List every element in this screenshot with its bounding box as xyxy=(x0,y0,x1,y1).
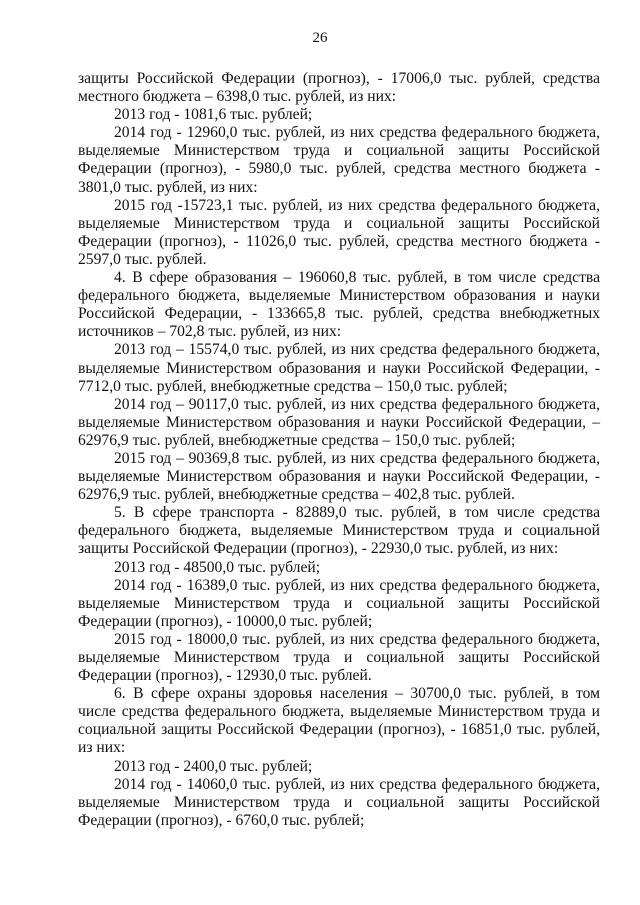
paragraph: 2015 год - 18000,0 тыс. рублей, из них средства федерального бюджета, выделяемые Министерством труда и социальной защиты Российской Федерации (прогноз), - 12930,0 тыс. рублей. xyxy=(78,630,600,685)
paragraph: 2014 год – 90117,0 тыс. рублей, из них средства федерального бюджета, выделяемые Министерством образования и науки Российской Федерации, – 62976,9 тыс. рублей, внебюджетные средства – 150,0 тыс. рублей; xyxy=(78,395,600,449)
paragraph: 2014 год - 12960,0 тыс. рублей, из них средства федерального бюджета, выделяемые Министерством труда и социальной защиты Российской Федерации (прогноз), - 5980,0 тыс. рублей, средства местного бюджета - 3801,0 тыс. рублей, из них: xyxy=(78,124,600,196)
paragraph: 2013 год - 48500,0 тыс. рублей; xyxy=(114,558,321,576)
paragraph: 2013 год - 2400,0 тыс. рублей; xyxy=(114,757,313,775)
paragraph: 5. В сфере транспорта - 82889,0 тыс. рублей, в том числе средства федерального бюджета, выделяемые Министерством труда и социальной защиты Российской Федерации (прогноз), - 22930,0 тыс. рублей, из них: xyxy=(78,504,600,558)
paragraph: 2013 год – 15574,0 тыс. рублей, из них средства федерального бюджета, выделяемые Министерством образования и науки Российской Федерации, - 7712,0 тыс. рублей, внебюджетные средства – 150,0 тыс. рублей; xyxy=(78,341,600,395)
paragraph: 4. В сфере образования – 196060,8 тыс. рублей, в том числе средства федерального бюджета, выделяемые Министерством образования и науки Российской Федерации, - 133665,8 тыс. рублей, средства внебюджетных источников – 702,8 тыс. рублей, из них: xyxy=(78,269,600,341)
document-body xyxy=(78,70,600,830)
paragraph: 2015 год -15723,1 тыс. рублей, из них средства федерального бюджета, выделяемые Министерством труда и социальной защиты Российской Федерации (прогноз), - 11026,0 тыс. рублей, средства местного бюджета - 2597,0 тыс. рублей. xyxy=(78,196,600,268)
page-number: 26 xyxy=(312,30,328,46)
paragraph: 2015 год – 90369,8 тыс. рублей, из них средства федерального бюджета, выделяемые Министерством образования и науки Российской Федерации, - 62976,9 тыс. рублей, внебюджетные средства – 402,8 тыс. рублей. xyxy=(78,449,600,504)
paragraph: 2014 год - 14060,0 тыс. рублей, из них средства федерального бюджета, выделяемые Министерством труда и социальной защиты Российской Федерации (прогноз), - 6760,0 тыс. рублей; xyxy=(78,775,600,829)
paragraph: защиты Российской Федерации (прогноз), - 17006,0 тыс. рублей, средства местного бюджета – 6398,0 тыс. рублей, из них: xyxy=(78,70,600,106)
paragraph: 6. В сфере охраны здоровья населения – 30700,0 тыс. рублей, в том числе средства федерального бюджета, выделяемые Министерством труда и социальной защиты Российской Федерации (прогноз), - 16851,0 тыс. рублей, из них: xyxy=(78,685,600,757)
paragraph: 2014 год - 16389,0 тыс. рублей, из них средства федерального бюджета, выделяемые Министерством труда и социальной защиты Российской Федерации (прогноз), - 10000,0 тыс. рублей; xyxy=(78,576,600,630)
paragraph: 2013 год - 1081,6 тыс. рублей; xyxy=(114,106,313,124)
